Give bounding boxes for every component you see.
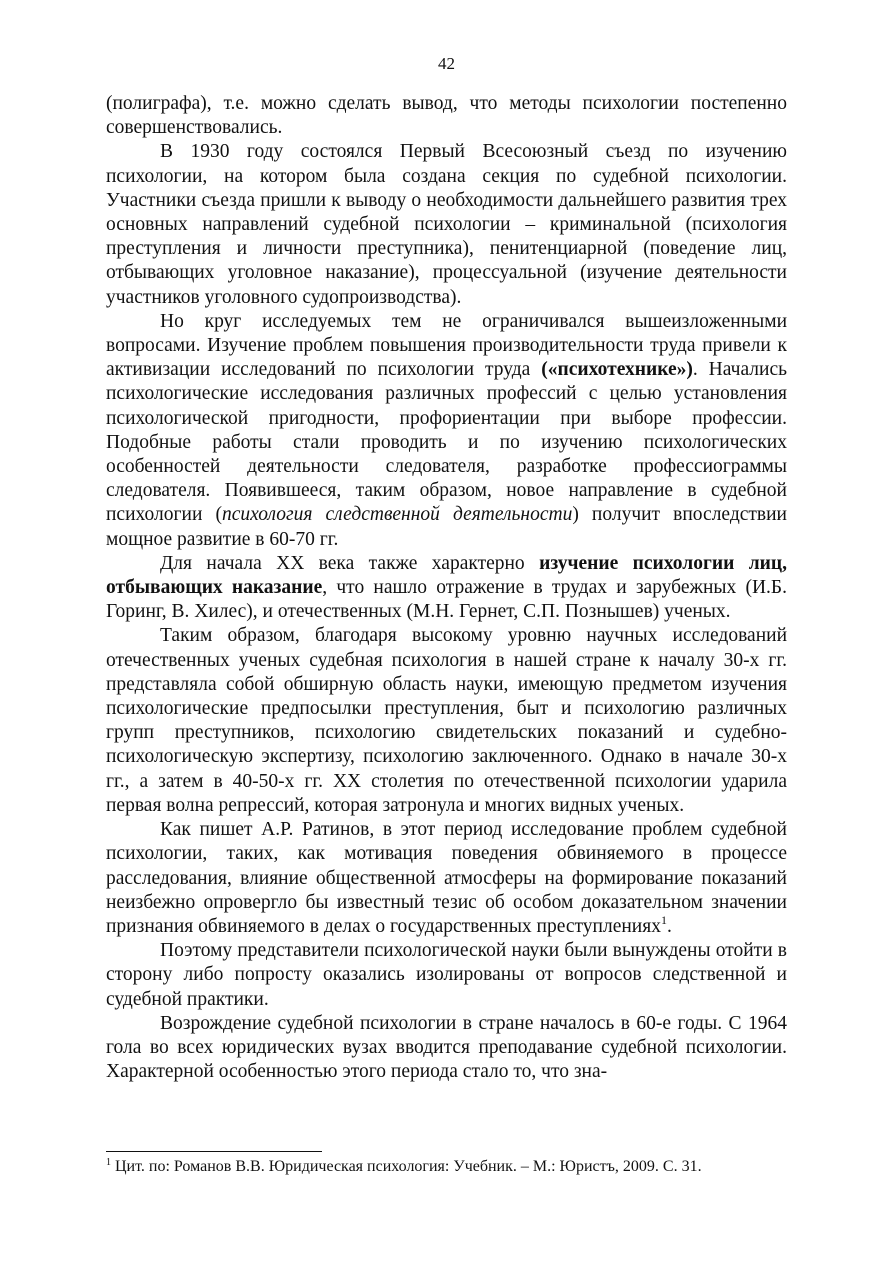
body-text [106, 92, 787, 1084]
paragraph [106, 624, 787, 818]
paragraph [106, 552, 787, 625]
footnote [106, 1157, 787, 1177]
paragraph [106, 818, 787, 939]
page-number: 42 [438, 54, 455, 73]
footnote-marker: 1 [106, 1157, 111, 1168]
text-segment: психология следственной деятельности [221, 504, 573, 526]
footnote-separator [106, 1151, 322, 1152]
text-segment: Поэтому представители психологической науки были вынуждены отойти в сторону либо попросту оказались изолированы от вопросов следственной и судебной практики. [106, 940, 787, 1010]
text-segment: Таким образом, благодаря высокому уровню научных исследований отечественных ученых судебная психология в нашей стране к началу 30-х гг. представляла собой обширную область науки, имеющую предметом изучения психологические предпосылки преступления, быт и психологию различных групп преступников, психологию свидетельских показаний и судебно-психологическую экспертизу, психологию заключенного. Однако в начале 30-х гг., а затем в 40-50-х гг. XX столетия по отечественной психологии ударила первая волна репрессий, которая затронула и многих видных ученых. [106, 625, 787, 816]
paragraph [106, 1012, 787, 1085]
paragraph [106, 92, 787, 140]
text-segment: изучение психологии лиц, отбывающих наказание [106, 552, 787, 599]
text-segment: Для начала XX века также характерно [160, 552, 540, 574]
text-segment: Как пишет А.Р. Ратинов, в этот период исследование проблем судебной психологии, таких, как мотивация поведения обвиняемого в процессе расследования, влияние общественной атмосферы на формирование показаний неизбежно опровергло бы известный тезис об особом доказательном значении признания обвиняемого в делах о государственных преступлениях [106, 819, 787, 937]
text-segment: . Начались психологические исследования различных профессий с целью установления психологической пригодности, профориентации при выборе профессии. Подобные работы стали проводить и по изучению психологических особенностей деятельности следователя, разработке профессиограммы следователя. Появившееся, таким образом, новое направление в судебной психологии ( [106, 359, 787, 526]
paragraph [106, 310, 787, 552]
text-segment: . [666, 915, 672, 937]
text-segment: (полиграфа), т.е. можно сделать вывод, что методы психологии постепенно совершенствовались. [106, 93, 787, 139]
text-segment: , что нашло отражение в трудах и зарубежных (И.Б. Горинг, В. Хилес), и отечественных (М.Н. Гернет, С.П. Познышев) ученых. [106, 577, 787, 623]
paragraph [106, 140, 787, 309]
footnote-text: Цит. по: Романов В.В. Юридическая психология: Учебник. – М.: Юристъ, 2009. С. 31. [111, 1158, 702, 1175]
text-segment: ) получит впоследствии мощное развитие в 60-70 гг. [106, 504, 787, 550]
text-segment: («психотехнике») [541, 359, 693, 381]
text-segment: Но круг исследуемых тем не ограничивался вышеизложенными вопросами. Изучение проблем повышения производительности труда привели к активизации исследований по психологии труда [106, 310, 787, 381]
paragraph [106, 939, 787, 1012]
text-segment: Возрождение судебной психологии в стране началось в 60-е годы. С 1964 гола во всех юридических вузах вводится преподавание судебной психологии. Характерной особенностью этого периода стало то, что зна- [106, 1012, 787, 1083]
footnote-reference: 1 [660, 912, 667, 927]
text-segment: В 1930 году состоялся Первый Всесоюзный съезд по изучению психологии, на котором была создана секция по судебной психологии. Участники съезда пришли к выводу о необходимости дальнейшего развития трех основных направлений судебной психологии – криминальной (психология преступления и личности преступника), пенитенциарной (поведение лиц, отбывающих уголовное наказание), процессуальной (изучение деятельности участников уголовного судопроизводства). [106, 141, 787, 308]
